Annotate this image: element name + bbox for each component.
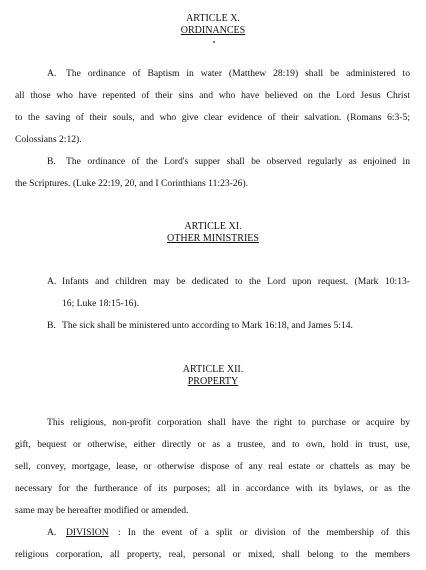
article-10-para-b-label: B. — [47, 156, 56, 167]
article-11-para-b-line-1: The sick shall be ministered unto according to Mark 16:18, and James 5:14. — [62, 320, 353, 331]
article-10-para-b-line-1: The ordinance of the Lord's supper shall be observed regularly as enjoined in — [66, 156, 410, 167]
article-12-intro-line-2: gift, bequest or otherwise, either directly or as a trustee, and to own, hold in trust, use, — [15, 439, 410, 450]
article-11-title-text: OTHER MINISTRIES — [167, 233, 259, 244]
division-label: A. — [47, 527, 57, 538]
article-11-para-a-line-1: Infants and children may be dedicated to the Lord upon request. (Mark 10:13- — [62, 276, 410, 287]
article-12-intro-line-4: necessary for the furtherance of its purposes; all in accordance with its bylaws, or as the — [15, 483, 410, 494]
article-11-para-a-line-2: 16; Luke 18:15-16). — [62, 298, 140, 309]
article-10-para-a-line-2: all those who have repented of their sins and who have believed on the Lord Jesus Christ — [15, 90, 410, 101]
division-heading — [66, 527, 109, 538]
article-10-para-a-label: A. — [47, 68, 57, 79]
article-11-para-a-label: A. — [47, 276, 57, 287]
article-12-intro-line-5: same may be hereafter modified or amended. — [15, 505, 189, 516]
article-10-title — [0, 25, 426, 36]
article-10-para-a-line-1: The ordinance of Baptism in water (Matthew 28:19) shall be administered to — [66, 68, 410, 79]
article-10-para-b-line-2: the Scriptures. (Luke 22:19, 20, and I Corinthians 11:23-26). — [15, 178, 249, 189]
division-line-2: religious corporation, all property, real, personal or mixed, shall belong to the members — [15, 549, 410, 560]
article-11-para-b-label: B. — [47, 320, 56, 331]
article-12-intro-line-3: sell, convey, mortgage, lease, or otherwise dispose of any real estate or chattels as may be — [15, 461, 410, 472]
article-10-para-a-line-4: Colossians 2:12). — [15, 134, 82, 145]
article-12-intro-line-1: This religious, non-profit corporation shall have the right to purchase or acquire by — [47, 417, 410, 428]
article-12-title-text: PROPERTY — [187, 376, 239, 387]
article-10-title-text: ORDINANCES — [180, 25, 246, 36]
division-line-1-rest: : In the event of a split or division of the membership of this — [118, 527, 410, 538]
speck-mark — [213, 41, 215, 43]
article-11-number: ARTICLE XI. — [184, 221, 242, 232]
article-10-number: ARTICLE X. — [186, 13, 240, 24]
article-12-title — [0, 376, 426, 387]
article-10-para-a-line-3: to the saving of their souls, and who give clear evidence of their salvation. (Romans 6:3-5; — [15, 112, 410, 123]
article-11-title — [0, 233, 426, 244]
article-12-number: ARTICLE XII. — [182, 364, 244, 375]
division-heading-text: DIVISION — [66, 527, 109, 538]
